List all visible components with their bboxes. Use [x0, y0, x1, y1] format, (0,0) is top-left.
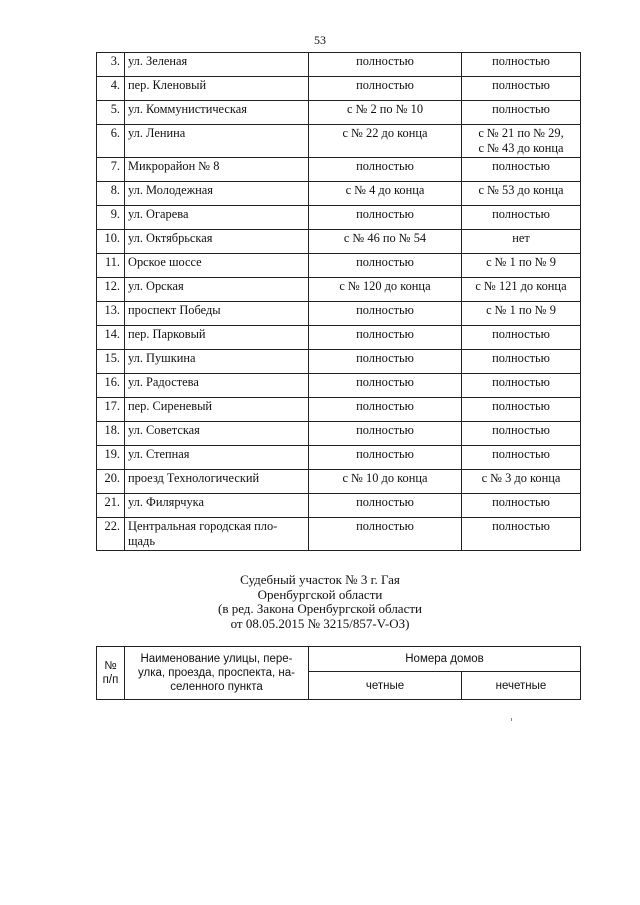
table-row: [97, 398, 581, 422]
street-name: пер. Кленовый: [125, 77, 309, 101]
odd-houses: полностью: [462, 398, 581, 422]
scan-speck: [511, 718, 512, 721]
table-row: [97, 182, 581, 206]
row-number: 21.: [97, 494, 125, 518]
header-odd: нечетные: [462, 672, 581, 700]
table-row: [97, 278, 581, 302]
table-row: [97, 53, 581, 77]
even-houses: полностью: [309, 53, 462, 77]
street-name: ул. Молодежная: [125, 182, 309, 206]
even-houses: с № 46 по № 54: [309, 230, 462, 254]
odd-houses: с № 1 по № 9: [462, 254, 581, 278]
street-name: Микрорайон № 8: [125, 158, 309, 182]
row-number: 16.: [97, 374, 125, 398]
row-number: 19.: [97, 446, 125, 470]
odd-houses: полностью: [462, 494, 581, 518]
odd-houses: полностью: [462, 422, 581, 446]
street-name: пер. Парковый: [125, 326, 309, 350]
odd-houses: полностью: [462, 77, 581, 101]
row-number: 13.: [97, 302, 125, 326]
even-houses: полностью: [309, 398, 462, 422]
even-houses: полностью: [309, 518, 462, 551]
table-row: [97, 254, 581, 278]
heading-line: от 08.05.2015 № 3215/857-V-ОЗ): [230, 615, 410, 631]
row-number: 17.: [97, 398, 125, 422]
even-houses: полностью: [309, 446, 462, 470]
odd-houses: полностью: [462, 53, 581, 77]
street-name: ул. Огарева: [125, 206, 309, 230]
even-houses: полностью: [309, 494, 462, 518]
street-name: ул. Зеленая: [125, 53, 309, 77]
header-street-name-line: Наименование улицы, пере-: [140, 653, 293, 665]
odd-houses: нет: [462, 230, 581, 254]
heading-line: (в ред. Закона Оренбургской области: [217, 601, 422, 616]
table-row: [97, 125, 581, 158]
even-houses: с № 4 до конца: [309, 182, 462, 206]
even-houses: полностью: [309, 374, 462, 398]
court-district-heading: [0, 573, 640, 631]
street-name-line: Центральная городская пло-: [128, 519, 278, 533]
table-row: [97, 350, 581, 374]
street-name: ул. Филярчука: [125, 494, 309, 518]
street-name: ул. Радостева: [125, 374, 309, 398]
streets-table: [96, 52, 581, 551]
table-row: [97, 470, 581, 494]
street-name: Орское шоссе: [125, 254, 309, 278]
table-row: [97, 77, 581, 101]
row-number: 12.: [97, 278, 125, 302]
table-row: [97, 494, 581, 518]
table-row: [97, 302, 581, 326]
odd-houses: полностью: [462, 158, 581, 182]
even-houses: с № 22 до конца: [309, 125, 462, 158]
table-row: [97, 374, 581, 398]
row-number: 18.: [97, 422, 125, 446]
street-name: ул. Октябрьская: [125, 230, 309, 254]
header-street-name: [125, 647, 309, 700]
odd-houses: полностью: [462, 326, 581, 350]
even-houses: полностью: [309, 350, 462, 374]
header-street-name-line: селенного пункта: [170, 681, 263, 693]
even-houses: полностью: [309, 158, 462, 182]
row-number: 9.: [97, 206, 125, 230]
street-name: ул. Ленина: [125, 125, 309, 158]
row-number: 10.: [97, 230, 125, 254]
even-houses: с № 2 по № 10: [309, 101, 462, 125]
table-row: [97, 206, 581, 230]
row-number: 11.: [97, 254, 125, 278]
heading-line: Судебный участок № 3 г. Гая: [240, 572, 400, 587]
odd-houses: полностью: [462, 206, 581, 230]
header-street-name-line: улка, проезда, проспекта, на-: [137, 667, 295, 679]
table-row: [97, 446, 581, 470]
header-number-line: п/п: [102, 674, 119, 686]
odd-houses: с № 121 до конца: [462, 278, 581, 302]
header-even: четные: [309, 672, 462, 700]
street-name: [125, 518, 309, 551]
even-houses: полностью: [309, 422, 462, 446]
table-row: [97, 158, 581, 182]
table-row: [97, 230, 581, 254]
table-row: [97, 422, 581, 446]
heading-line: Оренбургской области: [257, 586, 383, 602]
odd-houses: [462, 125, 581, 158]
street-name: ул. Пушкина: [125, 350, 309, 374]
odd-houses: полностью: [462, 446, 581, 470]
row-number: 3.: [97, 53, 125, 77]
header-number-line: №: [104, 660, 117, 672]
odd-houses: с № 53 до конца: [462, 182, 581, 206]
row-number: 8.: [97, 182, 125, 206]
odd-houses: полностью: [462, 101, 581, 125]
even-houses: полностью: [309, 302, 462, 326]
header-number: [97, 647, 125, 700]
street-name: проспект Победы: [125, 302, 309, 326]
street-name: пер. Сиреневый: [125, 398, 309, 422]
even-houses: с № 10 до конца: [309, 470, 462, 494]
even-houses: полностью: [309, 77, 462, 101]
odd-houses: полностью: [462, 350, 581, 374]
district-header-table: [96, 646, 581, 700]
row-number: 20.: [97, 470, 125, 494]
page-number: 53: [314, 33, 326, 47]
street-name: ул. Орская: [125, 278, 309, 302]
row-number: 5.: [97, 101, 125, 125]
even-houses: полностью: [309, 326, 462, 350]
odd-houses-line: с № 21 по № 29,: [478, 126, 564, 140]
even-houses: с № 120 до конца: [309, 278, 462, 302]
even-houses: полностью: [309, 254, 462, 278]
table-row: [97, 518, 581, 551]
odd-houses-line: с № 43 до конца: [478, 141, 564, 155]
even-houses: полностью: [309, 206, 462, 230]
street-name: проезд Технологический: [125, 470, 309, 494]
row-number: 4.: [97, 77, 125, 101]
table-header-row: [97, 647, 581, 672]
street-name: ул. Советская: [125, 422, 309, 446]
header-house-numbers: Номера домов: [309, 647, 581, 672]
street-name: ул. Степная: [125, 446, 309, 470]
row-number: 7.: [97, 158, 125, 182]
odd-houses: полностью: [462, 518, 581, 551]
odd-houses: с № 1 по № 9: [462, 302, 581, 326]
street-name-line: щадь: [128, 534, 155, 548]
row-number: 6.: [97, 125, 125, 158]
table-row: [97, 101, 581, 125]
odd-houses: полностью: [462, 374, 581, 398]
row-number: 22.: [97, 518, 125, 551]
table-row: [97, 326, 581, 350]
street-name: ул. Коммунистическая: [125, 101, 309, 125]
odd-houses: с № 3 до конца: [462, 470, 581, 494]
row-number: 15.: [97, 350, 125, 374]
row-number: 14.: [97, 326, 125, 350]
